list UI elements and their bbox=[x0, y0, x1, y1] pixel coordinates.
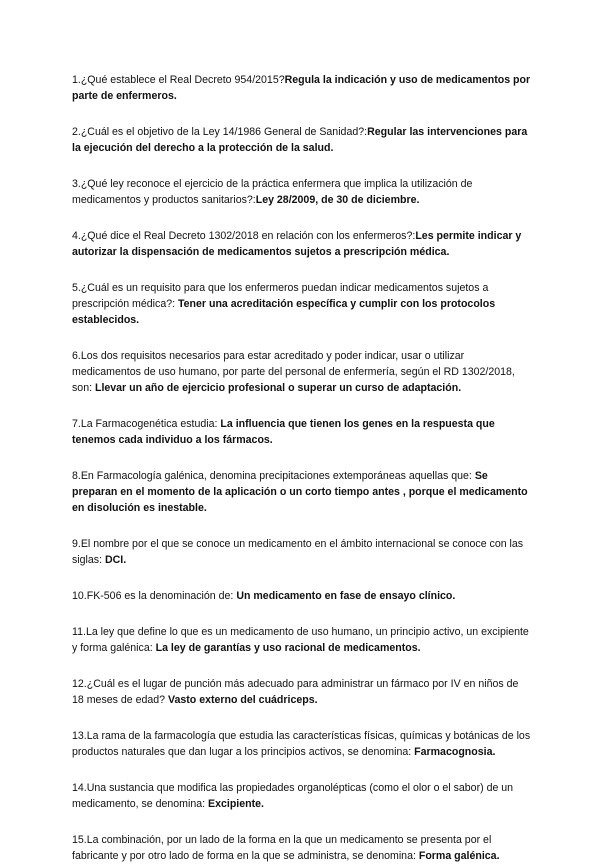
question-text: 5.¿Cuál es un requisito para que los enfermeros puedan indicar medicamentos sujetos a prescripción médica?: bbox=[72, 282, 489, 310]
question-text: 4.¿Qué dice el Real Decreto 1302/2018 en relación con los enfermeros?: bbox=[72, 230, 416, 242]
answer-text: Forma galénica. bbox=[418, 850, 500, 862]
question-item bbox=[72, 676, 532, 708]
question-item bbox=[72, 280, 532, 328]
question-text: 2.¿Cuál es el objetivo de la Ley 14/1986 General de Sanidad?: bbox=[72, 126, 368, 138]
question-text: 12.¿Cuál es el lugar de punción más adecuado para administrar un fármaco por IV en niños de 18 meses de edad? bbox=[72, 678, 519, 706]
question-item bbox=[72, 468, 532, 516]
answer-text: Un medicamento en fase de ensayo clínico. bbox=[236, 590, 456, 602]
question-item bbox=[72, 780, 532, 812]
question-item bbox=[72, 228, 532, 260]
question-text: 14.Una sustancia que modifica las propiedades organolépticas (como el olor o el sabor) de un medicamento, se denomina: bbox=[72, 782, 514, 810]
question-text: 1.¿Qué establece el Real Decreto 954/2015? bbox=[72, 74, 285, 86]
question-item bbox=[72, 832, 532, 864]
question-item bbox=[72, 416, 532, 448]
answer-text: La ley de garantías y uso racional de medicamentos. bbox=[155, 642, 421, 654]
answer-text: Les permite indicar y autorizar la dispensación de medicamentos sujetos a prescripción médica. bbox=[72, 230, 522, 258]
answer-text: Tener una acreditación específica y cumplir con los protocolos establecidos. bbox=[72, 298, 496, 326]
question-text: 9.El nombre por el que se conoce un medicamento en el ámbito internacional se conoce con las siglas: bbox=[72, 538, 524, 566]
question-text: 10.FK-506 es la denominación de: bbox=[72, 590, 237, 602]
answer-text: Se preparan en el momento de la aplicación o un corto tiempo antes , porque el medicamento en disolución es inestable. bbox=[72, 470, 528, 514]
question-item bbox=[72, 588, 532, 604]
answer-text: Farmacognosia. bbox=[414, 746, 496, 758]
answer-text: Llevar un año de ejercicio profesional o superar un curso de adaptación. bbox=[94, 382, 462, 394]
question-item bbox=[72, 72, 532, 104]
question-text: 6.Los dos requisitos necesarios para estar acreditado y poder indicar, usar o utilizar medicamentos de uso humano, por parte del personal de enfermería, según el RD 1302/2018, son: bbox=[72, 350, 515, 394]
question-item bbox=[72, 728, 532, 760]
question-text: 13.La rama de la farmacología que estudia las características físicas, químicas y botánicas de los productos naturales que dan lugar a los principios activos, se denomina: bbox=[72, 730, 531, 758]
question-item bbox=[72, 124, 532, 156]
question-item bbox=[72, 348, 532, 396]
question-item bbox=[72, 536, 532, 568]
question-item bbox=[72, 624, 532, 656]
question-text: 7.La Farmacogenética estudia: bbox=[72, 418, 221, 430]
question-text: 15.La combinación, por un lado de la forma en la que un medicamento se presenta por el fabricante y por otro lado de forma en la que se administra, se denomina: bbox=[72, 834, 492, 862]
answer-text: Regular las intervenciones para la ejecución del derecho a la protección de la salud. bbox=[72, 126, 528, 154]
answer-text: Regula la indicación y uso de medicamentos por parte de enfermeros. bbox=[72, 74, 531, 102]
question-item bbox=[72, 176, 532, 208]
question-text: 11.La ley que define lo que es un medicamento de uso humano, un principio activo, un excipiente y forma galénica: bbox=[72, 626, 529, 654]
answer-text: DCI. bbox=[104, 554, 127, 566]
answer-text: La influencia que tienen los genes en la respuesta que tenemos cada individuo a los fármacos. bbox=[72, 418, 495, 446]
answer-text: Ley 28/2009, de 30 de diciembre. bbox=[255, 194, 420, 206]
question-text: 3.¿Qué ley reconoce el ejercicio de la práctica enfermera que implica la utilización de medicamentos y productos sanitarios?: bbox=[72, 178, 473, 206]
answer-text: Vasto externo del cuádriceps. bbox=[168, 694, 318, 706]
answer-text: Excipiente. bbox=[208, 798, 264, 810]
question-text: 8.En Farmacología galénica, denomina precipitaciones extemporáneas aquellas que: bbox=[72, 470, 475, 482]
